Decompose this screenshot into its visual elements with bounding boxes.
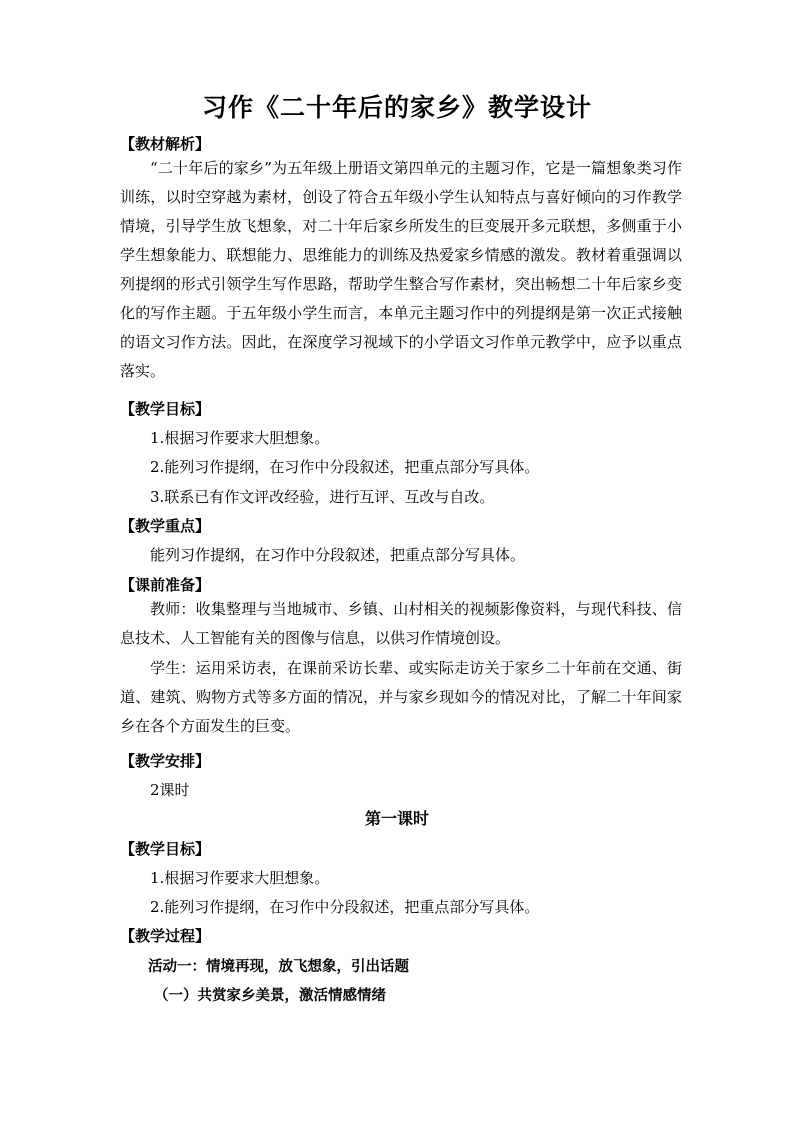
arrangement-text: 2课时 bbox=[150, 781, 190, 799]
heading-goals: 【教学目标】 bbox=[120, 400, 211, 418]
prep-student: 学生：运用采访表，在课前采访长辈、或实际走访关于家乡二十年前在交通、街道、建筑、购物方式等多方面的情况，并与家乡现如今的情况对比，了解二十年间家乡在各个方面发生的巨变。 bbox=[120, 659, 682, 735]
goal-item-2: 2.能列习作提纲，在习作中分段叙述，把重点部分写具体。 bbox=[150, 458, 540, 476]
heading-lesson-goals: 【教学目标】 bbox=[120, 840, 211, 858]
heading-focus: 【教学重点】 bbox=[120, 517, 211, 535]
paragraph-analysis: “二十年后的家乡”为五年级上册语文第四单元的主题习作，它是一篇想象类习作训练，以时空穿越为素材，创设了符合五年级小学生认知特点与喜好倾向的习作教学情境，引导学生放飞想象，对二十年后家乡所发生的巨变展开多元联想，多侧重于小学生想象能力、联想能力、思维能力的训练及热爱家乡情感的激发。教材着重强调以列提纲的形式引领学生写作思路，帮助学生整合写作素材，突出畅想二十年后家乡变化的写作主题。于五年级小学生而言，本单元主题习作中的列提纲是第一次正式接触的语文习作方法。因此，在深度学习视域下的小学语文习作单元教学中，应予以重点落实。 bbox=[120, 159, 682, 380]
lesson-goal-item-2: 2.能列习作提纲，在习作中分段叙述，把重点部分写具体。 bbox=[150, 898, 540, 916]
lesson-goal-item-1: 1.根据习作要求大胆想象。 bbox=[150, 869, 330, 887]
focus-text: 能列习作提纲，在习作中分段叙述，把重点部分写具体。 bbox=[150, 546, 526, 564]
activity-1: 活动一：情境再现，放飞想象，引出话题 bbox=[148, 959, 409, 975]
document-title: 习作《二十年后的家乡》教学设计 bbox=[201, 93, 592, 122]
goal-item-1: 1.根据习作要求大胆想象。 bbox=[150, 429, 330, 447]
prep-teacher: 教师：收集整理与当地城市、乡镇、山村相关的视频影像资料，与现代科技、信息技术、人工智能有关的图像与信息，以供习作情境创设。 bbox=[120, 600, 682, 647]
heading-analysis: 【教材解析】 bbox=[120, 135, 211, 153]
heading-process: 【教学过程】 bbox=[120, 927, 211, 945]
heading-prep: 【课前准备】 bbox=[120, 576, 211, 594]
goal-item-3: 3.联系已有作文评改经验，进行互评、互改与自改。 bbox=[150, 488, 495, 506]
step-1: （一）共赏家乡美景，激活情感情绪 bbox=[154, 988, 386, 1004]
heading-arrangement: 【教学安排】 bbox=[120, 752, 211, 770]
lesson-title: 第一课时 bbox=[364, 809, 429, 828]
